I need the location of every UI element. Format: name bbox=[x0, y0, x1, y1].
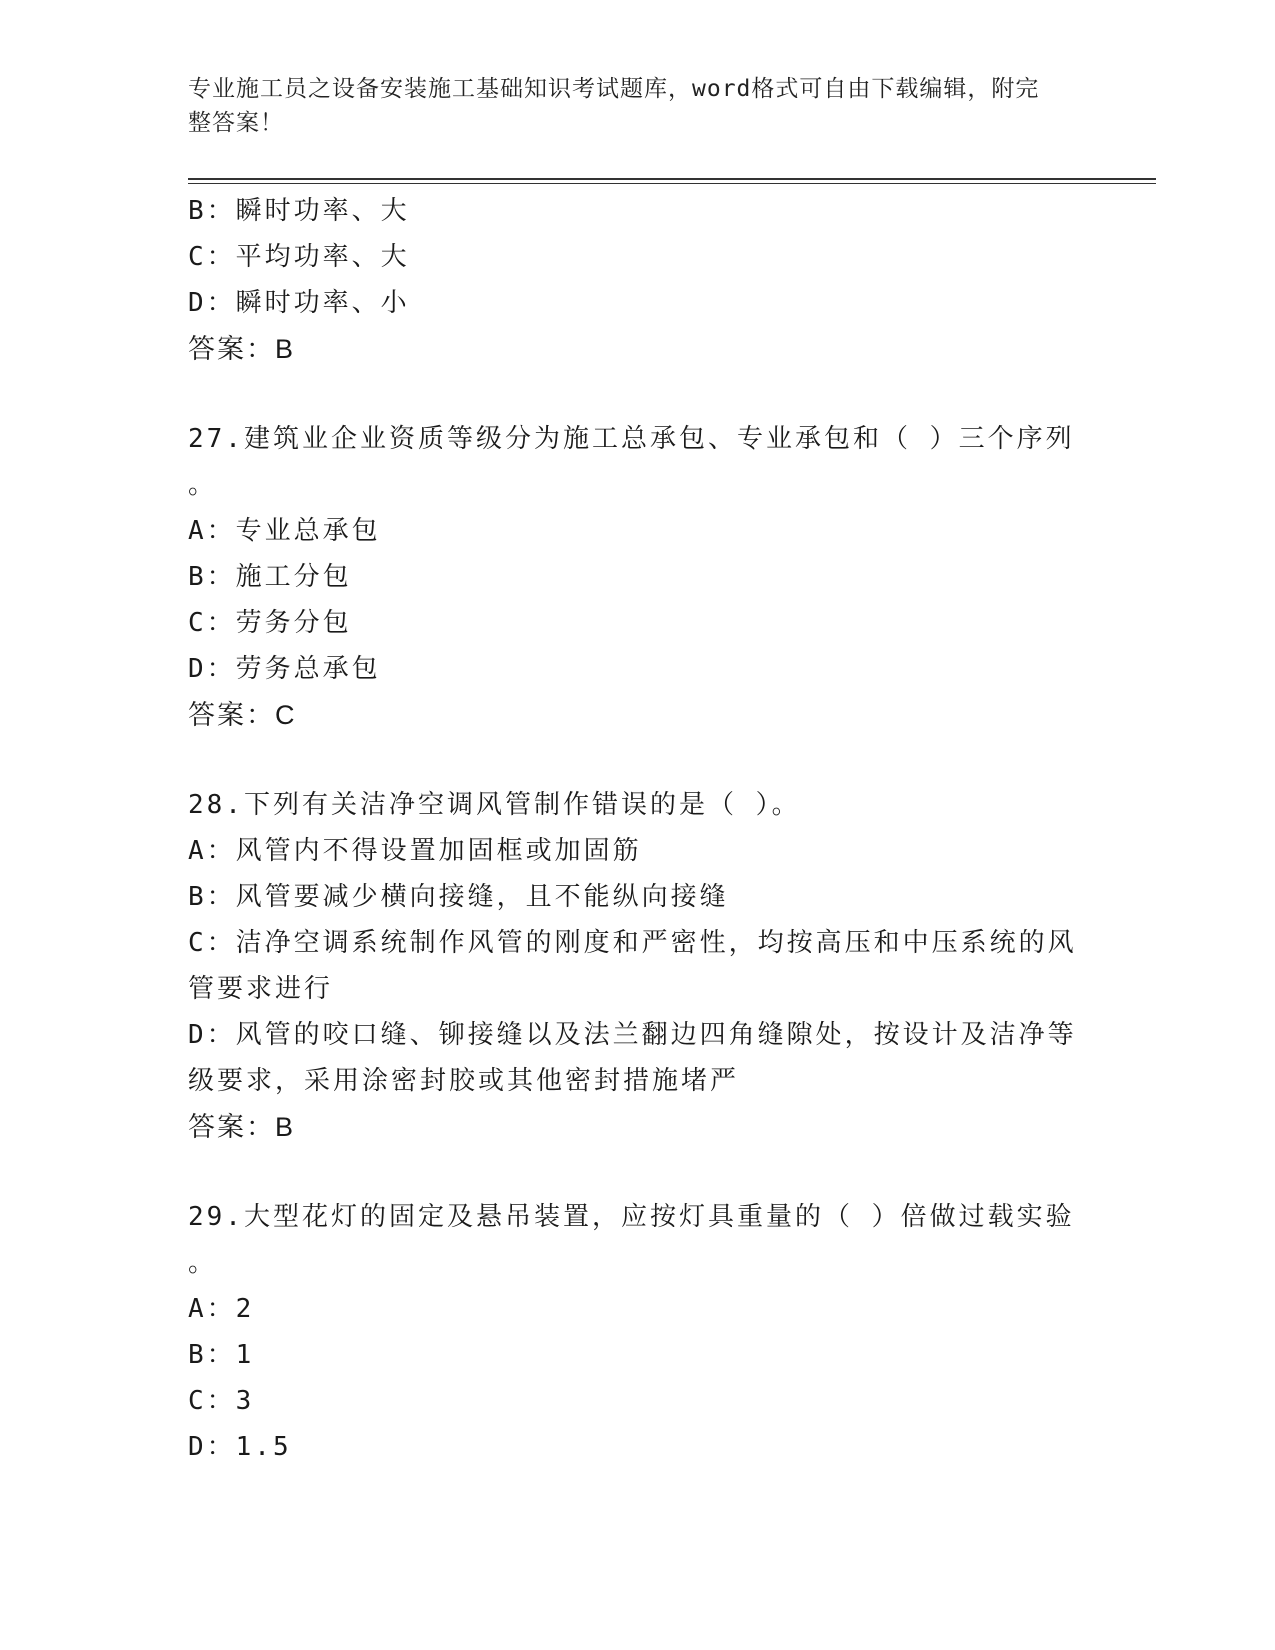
question-27-stem-cont: 。 bbox=[188, 470, 218, 500]
option-d: D：1.5 bbox=[188, 1432, 292, 1462]
answer-27: 答案：C bbox=[188, 700, 297, 730]
question-26-continued bbox=[188, 188, 1088, 372]
question-29-stem: 29.大型花灯的固定及悬吊装置，应按灯具重量的（ ）倍做过载实验 bbox=[188, 1202, 1075, 1232]
question-29-stem-cont: 。 bbox=[188, 1248, 218, 1278]
option-c: C：平均功率、大 bbox=[188, 242, 410, 272]
header-line-1: 专业施工员之设备安装施工基础知识考试题库，word格式可自由下载编辑，附完 bbox=[188, 76, 1040, 102]
question-28 bbox=[188, 782, 1088, 1150]
option-b: B：1 bbox=[188, 1340, 255, 1370]
answer-26: 答案：B bbox=[188, 334, 296, 364]
header-divider-bottom bbox=[188, 183, 1156, 184]
option-a: A：风管内不得设置加固框或加固筋 bbox=[188, 836, 642, 866]
option-d: D：风管的咬口缝、铆接缝以及法兰翻边四角缝隙处，按设计及洁净等 bbox=[188, 1020, 1077, 1050]
question-27 bbox=[188, 416, 1088, 738]
document-header bbox=[188, 72, 1068, 140]
option-a: A：专业总承包 bbox=[188, 516, 381, 546]
option-b: B：瞬时功率、大 bbox=[188, 196, 410, 226]
option-d: D：瞬时功率、小 bbox=[188, 288, 410, 318]
option-d-cont: 级要求，采用涂密封胶或其他密封措施堵严 bbox=[188, 1066, 740, 1096]
option-a: A：2 bbox=[188, 1294, 255, 1324]
header-divider-top bbox=[188, 178, 1156, 180]
header-line-2: 整答案！ bbox=[188, 110, 284, 136]
answer-28: 答案：B bbox=[188, 1112, 296, 1142]
option-c: C：洁净空调系统制作风管的刚度和严密性，均按高压和中压系统的风 bbox=[188, 928, 1077, 958]
option-c: C：劳务分包 bbox=[188, 608, 352, 638]
option-d: D：劳务总承包 bbox=[188, 654, 381, 684]
option-b: B：风管要减少横向接缝，且不能纵向接缝 bbox=[188, 882, 729, 912]
question-content bbox=[188, 188, 1088, 1470]
option-b: B：施工分包 bbox=[188, 562, 352, 592]
question-29 bbox=[188, 1194, 1088, 1470]
option-c: C：3 bbox=[188, 1386, 255, 1416]
question-28-stem: 28.下列有关洁净空调风管制作错误的是（ ）。 bbox=[188, 790, 801, 820]
option-c-cont: 管要求进行 bbox=[188, 974, 334, 1004]
question-27-stem: 27.建筑业企业资质等级分为施工总承包、专业承包和（ ）三个序列 bbox=[188, 424, 1075, 454]
